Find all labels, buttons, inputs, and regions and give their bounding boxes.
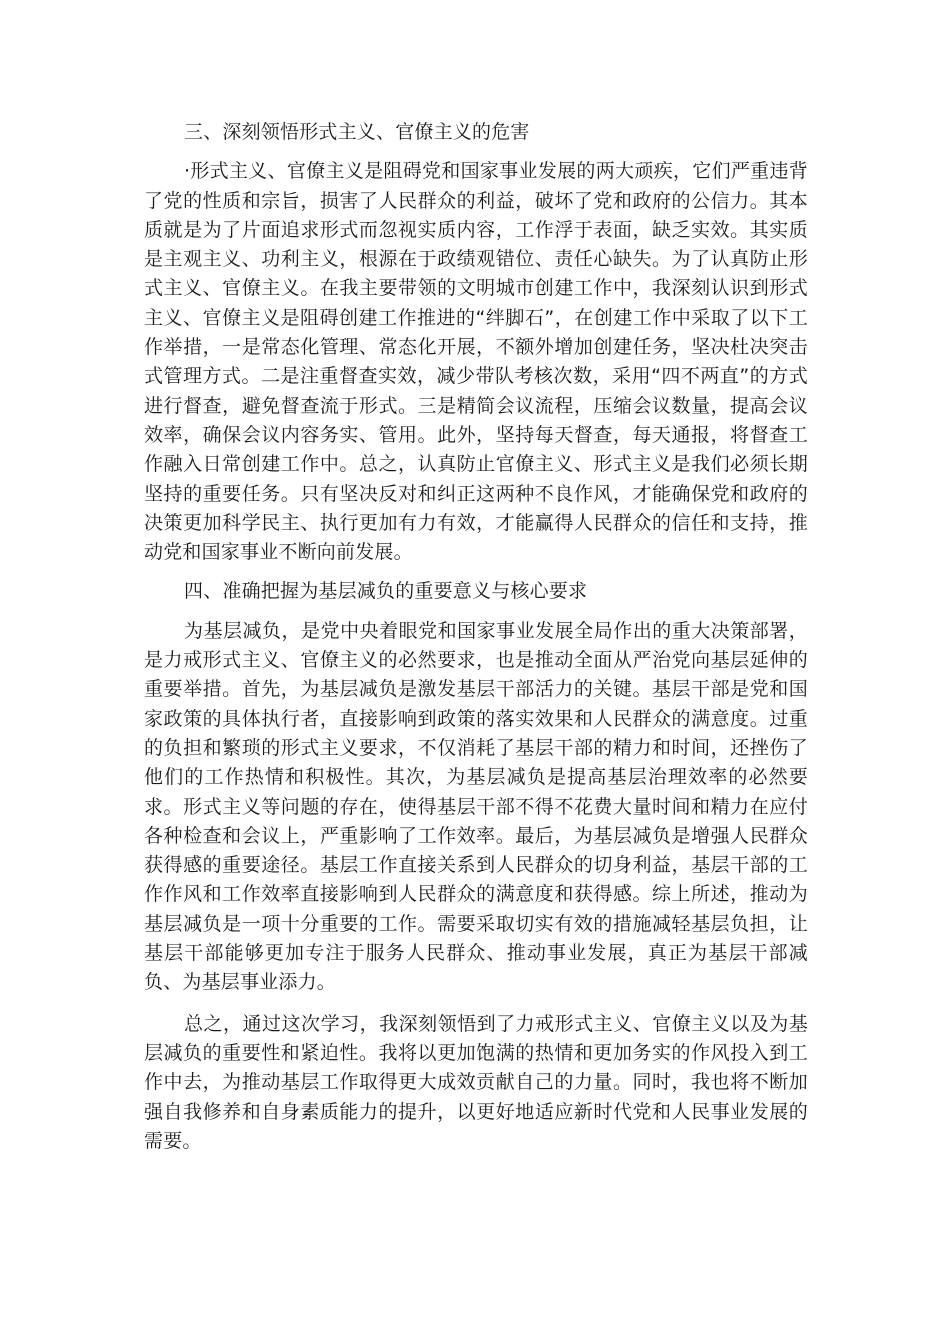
section-3-paragraph: ·形式主义、官僚主义是阻碍党和国家事业发展的两大顽疾，它们严重违背了党的性质和宗旨，损害了人民群众的利益，破坏了党和政府的公信力。其本质就是为了片面追求形式而忽视实质内容，工作浮于表面，缺乏实效。其实质是主观主义、功利主义，根源在于政绩观错位、责任心缺失。为了认真防止形式主义、官僚主义。在我主要带领的文明城市创建工作中，我深刻认识到形式主义、官僚主义是阻碍创建工作推进的“绊脚石”，在创建工作中采取了以下工作举措，一是常态化管理、常态化开展，不额外增加创建任务，坚决杜决突击式管理方式。二是注重督查实效，减少带队考核次数，采用“四不两直”的方式进行督查，避免督查流于形式。三是精简会议流程，压缩会议数量，提高会议效率，确保会议内容务实、管用。此外，坚持每天督查，每天通报，将督查工作融入日常创建工作中。总之，认真防止官僚主义、形式主义是我们必须长期坚持的重要任务。只有坚决反对和纠正这两种不良作风，才能确保党和政府的决策更加科学民主、执行更加有力有效，才能赢得人民群众的信任和支持，推动党和国家事业不断向前发展。 bbox=[144, 160, 808, 564]
section-4-paragraph: 为基层减负，是党中央着眼党和国家事业发展全局作出的重大决策部署，是力戒形式主义、官僚主义的必然要求，也是推动全面从严治党向基层延伸的重要举措。首先，为基层减负是激发基层干部活力的关键。基层干部是党和国家政策的具体执行者，直接影响到政策的落实效果和人民群众的满意度。过重的负担和繁琐的形式主义要求，不仅消耗了基层干部的精力和时间，还挫伤了他们的工作热情和积极性。其次，为基层减负是提高基层治理效率的必然要求。形式主义等问题的存在，使得基层干部不得不花费大量时间和精力在应付各种检查和会议上，严重影响了工作效率。最后，为基层减负是增强人民群众获得感的重要途径。基层工作直接关系到人民群众的切身利益，基层干部的工作作风和工作效率直接影响到人民群众的满意度和获得感。综上所述，推动为基层减负是一项十分重要的工作。需要采取切实有效的措施减轻基层负担，让基层干部能够更加专注于服务人民群众、推动事业发展，真正为基层干部减负、为基层事业添力。 bbox=[144, 619, 808, 994]
document-body bbox=[144, 118, 808, 1166]
section-3-heading: 三、深刻领悟形式主义、官僚主义的危害 bbox=[184, 121, 530, 143]
conclusion-paragraph: 总之，通过这次学习，我深刻领悟到了力戒形式主义、官僚主义以及为基层减负的重要性和紧迫性。我将以更加饱满的热情和更加务实的作风投入到工作中去，为推动基层工作取得更大成效贡献自己的力量。同时，我也将不断加强自我修养和自身素质能力的提升，以更好地适应新时代党和人民事业发展的需要。 bbox=[144, 1012, 808, 1152]
section-4-heading: 四、准确把握为基层减负的重要意义与核心要求 bbox=[184, 580, 588, 603]
